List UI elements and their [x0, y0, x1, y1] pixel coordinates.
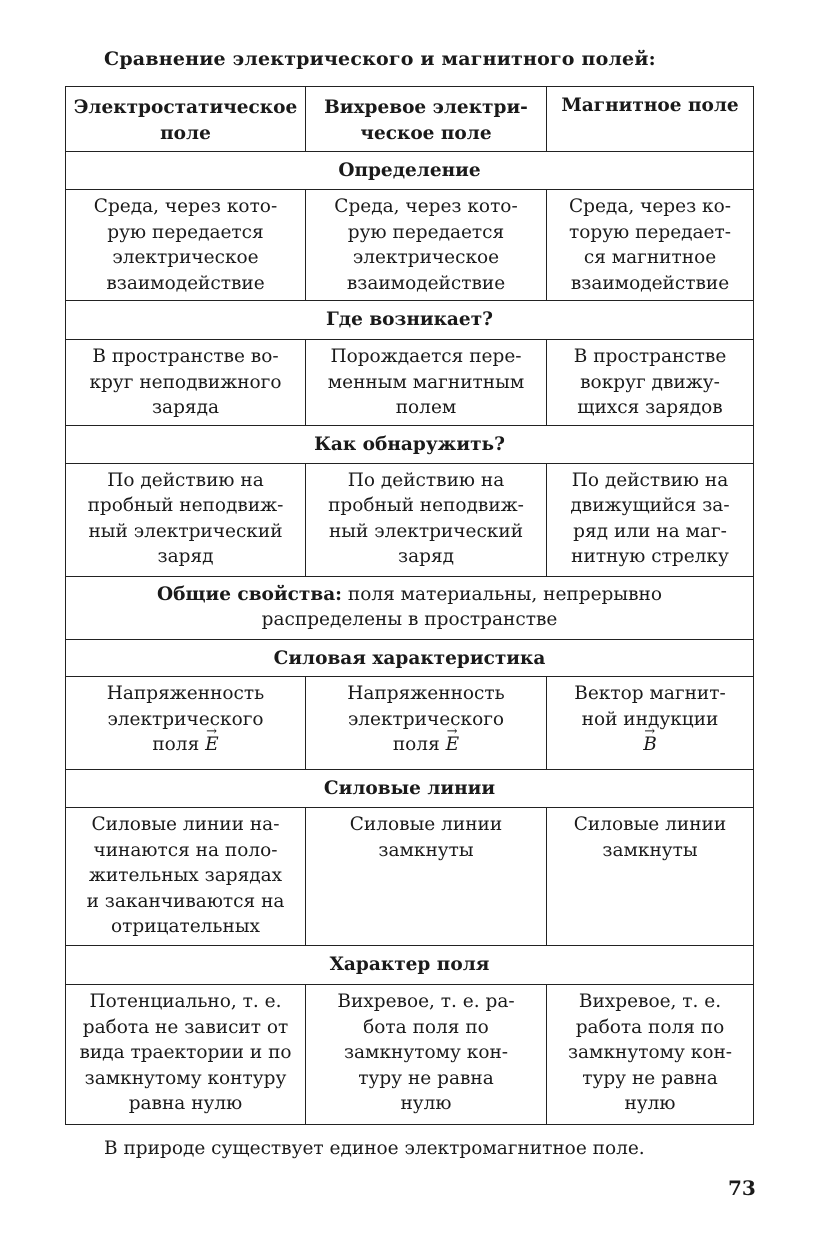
table-cell: Среда, через кото- рую передается электрическое взаимодействие [306, 190, 547, 301]
table-cell: По действию на движущийся за- ряд или на маг- нитную стрелку [547, 463, 754, 576]
section-row-detection [66, 426, 754, 464]
table-cell: Вихревое, т. е. ра- бота поля по замкнутому кон- туру не равна нулю [306, 985, 547, 1125]
common-properties-cell [66, 576, 754, 639]
table-row-field-lines [66, 808, 754, 946]
table-row-common-properties [66, 576, 754, 639]
page-title: Сравнение электрического и магнитного полей: [104, 48, 656, 70]
table-cell [306, 677, 547, 770]
section-row-character [66, 946, 754, 985]
section-row-force-characteristic [66, 639, 754, 677]
table-cell: Порождается пере- менным магнитным полем [306, 340, 547, 426]
table-cell: Силовые линии на- чинаются на поло- жительных зарядах и заканчиваются на отрицательных [66, 808, 306, 946]
common-properties-label: Общие свойства: [157, 583, 343, 605]
footer-text: В природе существует единое электромагнитное поле. [104, 1138, 645, 1159]
column-header-electrostatic: Электростатическое поле [66, 87, 306, 152]
table-cell [547, 677, 754, 770]
section-heading: Силовая характеристика [66, 639, 754, 677]
table-row-detection [66, 463, 754, 576]
table-cell: В пространстве во- круг неподвижного заряда [66, 340, 306, 426]
section-heading: Характер поля [66, 946, 754, 985]
section-heading: Как обнаружить? [66, 426, 754, 464]
table-cell: Среда, через кото- рую передается электрическое взаимодействие [66, 190, 306, 301]
table-header-row [66, 87, 754, 152]
column-header-magnetic: Магнитное поле [547, 87, 754, 152]
table-row-definition [66, 190, 754, 301]
table-cell: По действию на пробный неподвиж- ный электрический заряд [66, 463, 306, 576]
table-row-origin [66, 340, 754, 426]
vector-b-symbol: → B [643, 732, 657, 758]
table-row-character [66, 985, 754, 1125]
table-cell: В пространстве вокруг движу- щихся зарядов [547, 340, 754, 426]
common-properties-text: поля материальны, непрерывно распределены в пространстве [261, 583, 662, 630]
cell-text: Вектор магнит- ной индукции [574, 683, 726, 730]
section-row-origin [66, 301, 754, 340]
section-heading: Где возникает? [66, 301, 754, 340]
table-cell: Силовые линии замкнуты [306, 808, 547, 946]
table-row-force-characteristic [66, 677, 754, 770]
cell-text: Напряженность электрического поля [106, 683, 265, 755]
section-heading: Силовые линии [66, 770, 754, 808]
section-row-definition [66, 152, 754, 190]
table-cell: Среда, через ко- торую передает- ся магнитное взаимодействие [547, 190, 754, 301]
table-cell: Вихревое, т. е. работа поля по замкнутому кон- туру не равна нулю [547, 985, 754, 1125]
vector-e-symbol: → E [446, 732, 460, 758]
vector-e-symbol: → E [205, 732, 219, 758]
table-cell: Силовые линии замкнуты [547, 808, 754, 946]
table-cell [66, 677, 306, 770]
comparison-table [65, 86, 754, 1125]
column-header-vortex-electric: Вихревое электри- ческое поле [306, 87, 547, 152]
section-heading: Определение [66, 152, 754, 190]
cell-text: Напряженность электрического поля [347, 683, 505, 755]
section-row-field-lines [66, 770, 754, 808]
table-cell: По действию на пробный неподвиж- ный электрический заряд [306, 463, 547, 576]
page-number: 73 [728, 1176, 756, 1200]
table-cell: Потенциально, т. е. работа не зависит от вида траектории и по замкнутому контуру равна нулю [66, 985, 306, 1125]
